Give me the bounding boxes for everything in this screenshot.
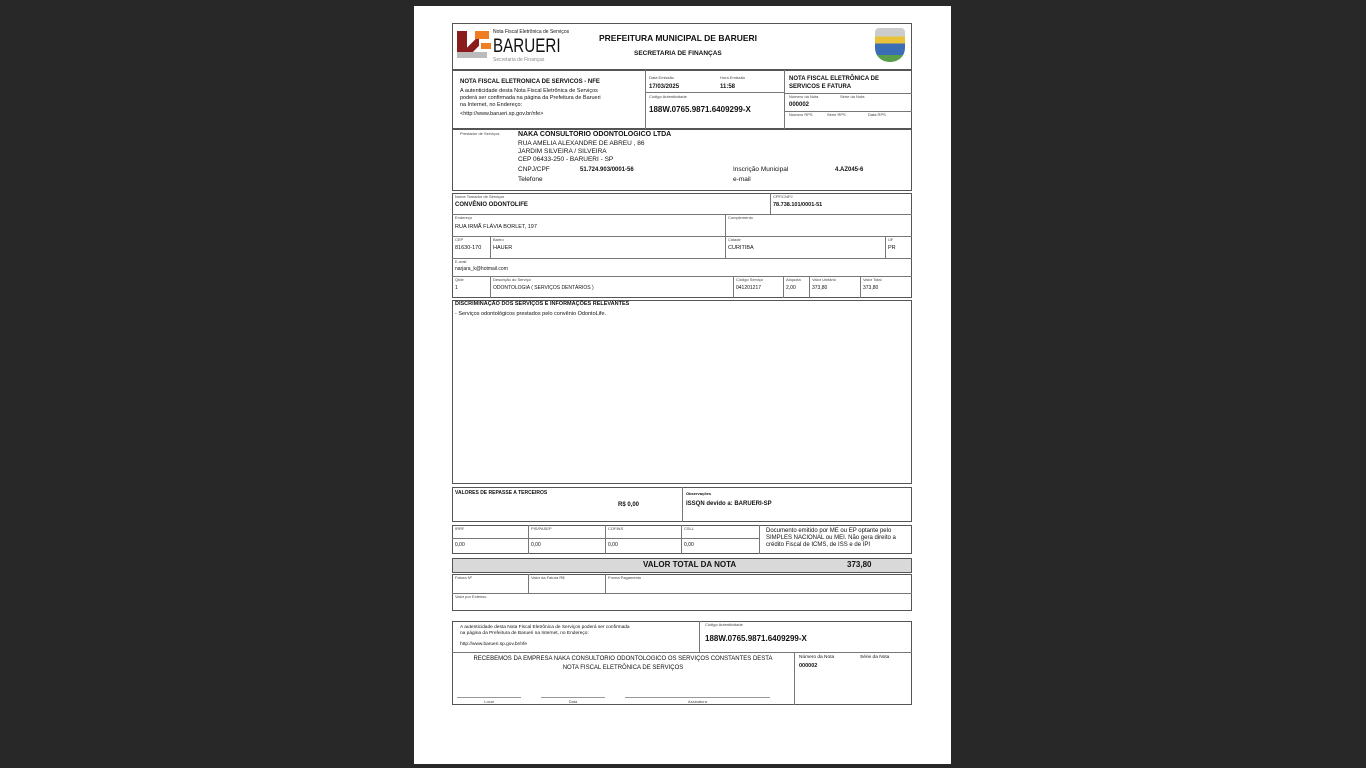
label: CNPJ/CPF bbox=[518, 166, 550, 173]
discriminacao-text: - Serviços odontológicos prestados pelo convênio OdontoLife. bbox=[455, 311, 607, 317]
nota-title: NOTA FISCAL ELETRÔNICA DE bbox=[789, 76, 879, 82]
label: Número da Nota bbox=[799, 655, 835, 660]
pis-value: 0,00 bbox=[531, 542, 541, 548]
nfe-text: poderá ser confirmada na página da Prefeitura de Barueri bbox=[460, 95, 601, 101]
label: CSLL bbox=[684, 526, 695, 531]
label: Valor Total bbox=[863, 277, 882, 282]
simples-note: Documento emitido por ME ou EP optante pelo bbox=[766, 528, 892, 534]
canhoto-codigo: 188W.0765.9871.6409299-X bbox=[705, 634, 807, 643]
prestador-cnpj: 51.724.903/0001-56 bbox=[580, 167, 634, 173]
label: Data bbox=[568, 699, 578, 704]
canhoto-text: A autenticidade desta Nota Fiscal Eletrônica de Serviços poderá ser confirmada bbox=[460, 625, 630, 630]
observacoes: ISSQN devido a: BARUERI-SP bbox=[686, 501, 772, 507]
canhoto-url-link[interactable]: http://www.barueri.sp.gov.br/nfe bbox=[460, 642, 528, 647]
canhoto-numero: 000002 bbox=[799, 663, 818, 669]
barueri-logo: Nota Fiscal Eletrônica de Serviços BARUERI Secretaria de Finanças bbox=[457, 27, 562, 67]
item-valor-unitario: 373,80 bbox=[812, 285, 828, 291]
prestador-nome: NAKA CONSULTORIO ODONTOLOGICO LTDA bbox=[518, 131, 672, 138]
discriminacao-box bbox=[452, 300, 912, 484]
label: Data Emissão bbox=[649, 75, 674, 80]
header-title: PREFEITURA MUNICIPAL DE BARUERI bbox=[599, 33, 758, 43]
label: E-mail bbox=[455, 259, 467, 264]
cofins-value: 0,00 bbox=[608, 542, 618, 548]
label: Código Autenticidade bbox=[649, 94, 687, 99]
label: Código Serviço bbox=[736, 277, 764, 282]
label: Fatura Nº bbox=[455, 575, 473, 580]
header-subtitle: SECRETARIA DE FINANÇAS bbox=[634, 50, 722, 57]
label: Bairro bbox=[493, 237, 504, 242]
label: Série da Nota bbox=[860, 655, 890, 660]
label: Série da Nota bbox=[840, 94, 865, 99]
label: Série RPS bbox=[827, 112, 846, 117]
label: Nome Tomador de Serviços bbox=[455, 194, 505, 199]
label: e-mail bbox=[733, 176, 751, 183]
label: Inscrição Municipal bbox=[733, 166, 789, 173]
label: Número da Nota bbox=[789, 94, 819, 99]
canhoto-text: na página da Prefeitura de Barueri na Internet, no Endereço: bbox=[460, 631, 589, 636]
csll-value: 0,00 bbox=[684, 542, 694, 548]
label: IRRF bbox=[455, 526, 465, 531]
tomador-bairro: HAUER bbox=[493, 245, 513, 251]
label: Número RPS bbox=[789, 112, 813, 117]
label: UF bbox=[888, 237, 894, 242]
local-line bbox=[457, 697, 521, 698]
label: Local bbox=[484, 699, 494, 704]
numero-nota: 000002 bbox=[789, 102, 810, 108]
prestador-im: 4.AZ045-6 bbox=[835, 167, 864, 173]
label: Prestador de Serviços bbox=[460, 131, 500, 136]
label: Qtde bbox=[455, 277, 464, 282]
tomador-cpf: 78.738.101/0001-51 bbox=[773, 202, 823, 208]
tomador-box bbox=[452, 193, 912, 298]
label: Endereço bbox=[455, 215, 473, 220]
label: Valor da Fatura R$ bbox=[531, 575, 565, 580]
tomador-endereco: RUA IRMÃ FLÁVIA BORLET, 197 bbox=[455, 224, 537, 230]
tomador-cidade: CURITIBA bbox=[728, 245, 754, 251]
label: Complemento bbox=[728, 215, 753, 220]
tomador-uf: PR bbox=[888, 245, 896, 251]
recebemos-text: RECEBEMOS DA EMPRESA NAKA CONSULTORIO ODONTOLOGICO OS SERVIÇOS CONSTANTES DESTA bbox=[473, 656, 773, 662]
label: PIS/PASEP bbox=[531, 526, 552, 531]
item-aliquota: 2,00 bbox=[786, 285, 796, 291]
label: Cidade bbox=[728, 237, 741, 242]
label: Código Autenticidade bbox=[705, 622, 743, 627]
tomador-nome: CONVÊNIO ODONTOLIFE bbox=[455, 202, 528, 208]
item-descricao: ODONTOLOGIA ( SERVIÇOS DENTÁRIOS ) bbox=[493, 285, 594, 291]
prestador-endereco: RUA AMELIA ALEXANDRE DE ABREU , 86 bbox=[518, 140, 645, 147]
item-codigo: 041201217 bbox=[736, 285, 762, 291]
label: Valor Unitário bbox=[812, 277, 836, 282]
data-emissao: 17/03/2025 bbox=[649, 84, 680, 90]
item-valor-total: 373,80 bbox=[863, 285, 879, 291]
label: Assinatura bbox=[688, 699, 707, 704]
label: Valor por Extenso bbox=[455, 594, 487, 599]
assinatura-line bbox=[625, 697, 770, 698]
total-valor: 373,80 bbox=[847, 560, 872, 569]
nfe-text: A autenticidade desta Nota Fiscal Eletrônica de Serviços bbox=[460, 88, 598, 94]
coat-of-arms-icon bbox=[875, 28, 905, 62]
pdf-page bbox=[414, 6, 951, 764]
data-line bbox=[541, 697, 605, 698]
prestador-cep: CEP 06433-250 - BARUERI - SP bbox=[518, 156, 614, 163]
label: COFINS bbox=[608, 526, 624, 531]
label: Alíquota bbox=[786, 277, 801, 282]
label: CPF/CNPJ bbox=[773, 194, 793, 199]
irrf-value: 0,00 bbox=[455, 542, 465, 548]
codigo-autenticidade: 188W.0765.9871.6409299-X bbox=[649, 105, 751, 114]
item-qtde: 1 bbox=[455, 285, 458, 291]
repasse-valor: R$ 0,00 bbox=[618, 502, 640, 508]
label: Observações bbox=[686, 491, 712, 496]
recebemos-text: NOTA FISCAL ELETRÔNICA DE SERVIÇOS bbox=[562, 665, 684, 671]
nfe-text: na Internet, no Endereço: bbox=[460, 102, 523, 108]
discriminacao-title: DISCRIMINAÇÃO DOS SERVIÇOS E INFORMAÇÕES RELEVANTES bbox=[455, 301, 630, 307]
repasse-title: VALORES DE REPASSE A TERCEIROS bbox=[455, 490, 548, 496]
hora-emissao: 11:58 bbox=[720, 84, 736, 90]
label: CEP bbox=[455, 237, 464, 242]
nota-title: SERVICOS E FATURA bbox=[789, 84, 852, 90]
total-label: VALOR TOTAL DA NOTA bbox=[643, 560, 737, 569]
tomador-cep: 81630-170 bbox=[455, 245, 482, 251]
label: Hora Emissão bbox=[720, 75, 746, 80]
simples-note: crédito Fiscal de ICMS, de ISS e de IPI bbox=[766, 542, 871, 548]
nfe-url-link[interactable]: <http://www.barueri.sp.gov.br/nfe> bbox=[460, 111, 544, 117]
simples-note: SIMPLES NACIONAL ou MEI. Não gera direito a bbox=[766, 535, 896, 541]
label: Forma Pagamento bbox=[608, 575, 642, 580]
prestador-bairro: JARDIM SILVEIRA / SILVEIRA bbox=[518, 148, 607, 155]
label: Descrição do Serviço bbox=[493, 277, 531, 282]
tomador-email: narjara_k@hotmail.com bbox=[455, 266, 508, 272]
label: Data RPS bbox=[868, 112, 886, 117]
nfe-title: NOTA FISCAL ELETRONICA DE SERVICOS - NFE bbox=[460, 79, 600, 85]
label: Telefone bbox=[518, 176, 543, 183]
